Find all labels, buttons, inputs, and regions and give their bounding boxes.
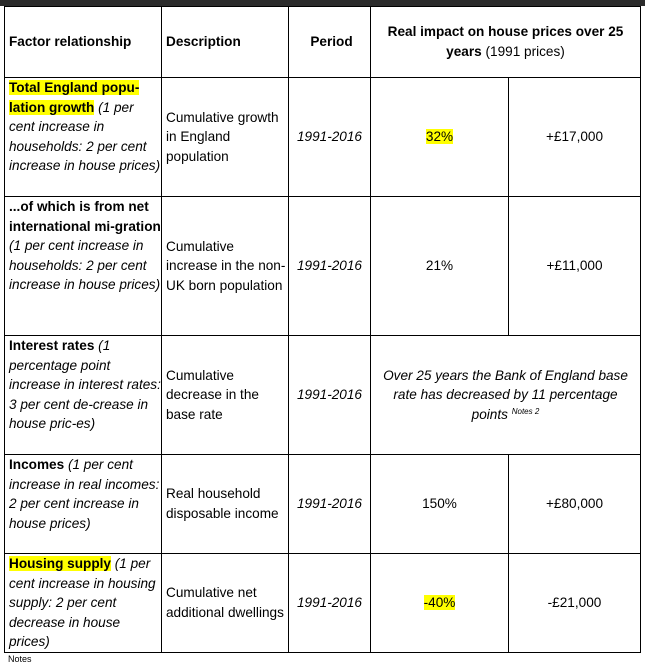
percent-cell: 150%: [371, 455, 509, 554]
factor-cell: [5, 336, 162, 455]
percent-cell: [371, 78, 509, 197]
table-row: [5, 197, 641, 336]
percent-cell: [371, 554, 509, 653]
factor-note: (1 per cent increase in real incomes: 2 per cent increase in house prices): [9, 457, 160, 531]
description-cell: Cumulative increase in the non-UK born population: [162, 197, 289, 336]
factor-note: (1 per cent increase in households: 2 per cent increase in house prices): [9, 99, 161, 174]
period-cell: 1991-2016: [289, 197, 371, 336]
header-impact-light: (1991 prices): [485, 44, 565, 59]
value-cell: +£80,000: [509, 455, 641, 554]
value-cell: +£11,000: [509, 197, 641, 336]
value-cell: -£21,000: [509, 554, 641, 653]
period-cell: 1991-2016: [289, 554, 371, 653]
header-factor: Factor relationship: [5, 7, 162, 78]
percent-cell: 21%: [371, 197, 509, 336]
factor-note: (1 per cent increase in households: 2 per cent increase in house prices): [9, 238, 161, 293]
header-row: [5, 7, 641, 78]
factor-title: Total England popu-lation growth: [9, 80, 140, 115]
factor-note: (1 percentage point increase in interest rates: 3 per cent de-crease in house pric-es): [9, 338, 161, 432]
footnote-label: Notes: [8, 654, 32, 664]
merged-impact-text: Over 25 years the Bank of England base rate has decreased by 11 percentage points: [383, 367, 628, 422]
table-row: [5, 336, 641, 455]
factor-cell: [5, 554, 162, 653]
header-description: Description: [162, 7, 289, 78]
table-row: [5, 554, 641, 653]
factor-title: Incomes: [9, 457, 65, 472]
factor-cell: [5, 455, 162, 554]
notes-reference: Notes 2: [511, 406, 540, 416]
description-cell: Cumulative growth in England population: [162, 78, 289, 197]
percent-value: 32%: [425, 129, 454, 145]
factor-title: Interest rates: [9, 338, 95, 353]
merged-impact-cell: [371, 336, 641, 455]
description-cell: Cumulative net additional dwellings: [162, 554, 289, 653]
period-cell: 1991-2016: [289, 455, 371, 554]
header-period: Period: [289, 7, 371, 78]
value-cell: +£17,000: [509, 78, 641, 197]
description-cell: Real household disposable income: [162, 455, 289, 554]
percent-value: -40%: [423, 595, 456, 611]
table-row: [5, 78, 641, 197]
header-impact-bold: Real impact on house prices over 25 years: [387, 24, 624, 59]
table-row: [5, 455, 641, 554]
factor-cell: [5, 197, 162, 336]
header-impact: [371, 7, 641, 78]
factor-note: (1 per cent increase in housing supply: 2 per cent decrease in house prices): [9, 556, 156, 650]
factor-title: ...of which is from net international mi-gration: [9, 199, 161, 234]
period-cell: 1991-2016: [289, 78, 371, 197]
factor-cell: [5, 78, 162, 197]
description-cell: Cumulative decrease in the base rate: [162, 336, 289, 455]
house-price-factors-table: [4, 6, 641, 653]
factor-title: Housing supply: [9, 556, 111, 571]
period-cell: 1991-2016: [289, 336, 371, 455]
